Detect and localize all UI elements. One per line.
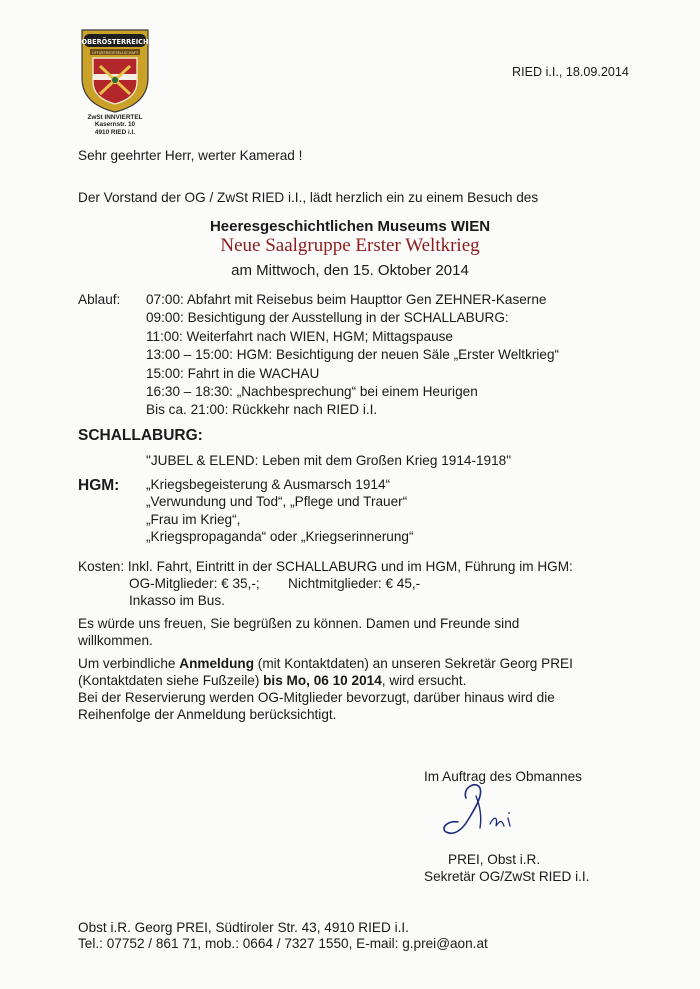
salutation: Sehr geehrter Herr, werter Kamerad ! <box>78 148 303 163</box>
logo-org-line: Kasernstr. 10 <box>94 121 136 129</box>
crest-emblem-icon <box>78 24 152 114</box>
hgm-topics-list <box>146 476 414 546</box>
costs-payment: Inkasso im Bus. <box>129 593 225 608</box>
hgm-topic: „Kriegsbegeisterung & Ausmarsch 1914“ <box>146 477 391 492</box>
logo-ribbon-text: OFFIZIERSGESELLSCHAFT <box>91 50 139 55</box>
signature-icon <box>436 776 546 846</box>
costs-members: OG-Mitglieder: € 35,-; <box>129 576 260 591</box>
organization-logo <box>78 24 152 136</box>
exhibit-heading: Neue Saalgruppe Erster Weltkrieg <box>220 235 480 256</box>
schedule-item: 11:00: Weiterfahrt nach WIEN, HGM; Mittagspause <box>146 328 453 344</box>
registration-line: Reihenfolge der Anmeldung berücksichtigt. <box>78 707 337 722</box>
schallaburg-title: SCHALLABURG: <box>78 427 203 444</box>
hgm-topic: „Kriegspropaganda“ oder „Kriegserinnerung“ <box>146 529 414 545</box>
registration-deadline: bis Mo, 06 10 2014 <box>263 673 382 688</box>
letter-date: RIED i.I., 18.09.2014 <box>512 65 629 79</box>
registration-line: (Kontaktdaten siehe Fußzeile) bis Mo, 06 10 2014, wird ersucht. <box>78 673 467 688</box>
schedule-item: 09:00: Besichtigung der Ausstellung in der SCHALLABURG: <box>146 310 509 326</box>
welcome-text: willkommen. <box>78 633 153 648</box>
logo-banner-text: OBERÖSTERREICH <box>81 38 149 46</box>
schallaburg-exhibition: "JUBEL & ELEND: Leben mit dem Großen Krieg 1914-1918" <box>146 453 512 468</box>
registration-keyword: Anmeldung <box>179 656 255 671</box>
intro-text: Der Vorstand der OG / ZwSt RIED i.I., lädt herzlich ein zu einem Besuch des <box>78 190 539 205</box>
hgm-title: HGM: <box>78 477 120 494</box>
registration-line: Bei der Reservierung werden OG-Mitglieder bevorzugt, darüber hinaus wird die <box>78 690 555 705</box>
footer-contact: Tel.: 07752 / 861 71, mob.: 0664 / 7327 1550, E-mail: g.prei@aon.at <box>78 936 488 951</box>
schedule-list <box>146 291 559 420</box>
costs-nonmembers: Nichtmitglieder: € 45,- <box>288 576 421 591</box>
logo-org-line: ZwSt INNVIERTEL <box>87 114 143 121</box>
handwritten-signature <box>436 776 546 851</box>
logo-organization-address <box>78 114 152 136</box>
on-behalf-line: Im Auftrag des Obmannes <box>424 769 582 784</box>
museum-heading: Heeresgeschichtlichen Museums WIEN <box>209 218 491 235</box>
signatory-role: Sekretär OG/ZwSt RIED i.I. <box>424 869 590 884</box>
schedule-item: Bis ca. 21:00: Rückkehr nach RIED i.I. <box>146 402 378 418</box>
schedule-item: 16:30 – 18:30: „Nachbesprechung“ bei einem Heurigen <box>146 383 478 399</box>
event-date-heading: am Mittwoch, den 15. Oktober 2014 <box>231 262 469 279</box>
logo-org-line: 4910 RIED i.I. <box>94 128 136 136</box>
schedule-item: 15:00: Fahrt in die WACHAU <box>146 365 320 381</box>
signatory-name: PREI, Obst i.R. <box>448 852 541 867</box>
schedule-item: 13:00 – 15:00: HGM: Besichtigung der neuen Säle „Erster Weltkrieg“ <box>146 347 560 363</box>
footer-address: Obst i.R. Georg PREI, Südtiroler Str. 43, 4910 RIED i.I. <box>78 920 409 935</box>
schedule-label: Ablauf: <box>78 292 121 307</box>
registration-line: Um verbindliche Anmeldung (mit Kontaktdaten) an unseren Sekretär Georg PREI <box>78 656 573 671</box>
schedule-item: 07:00: Abfahrt mit Reisebus beim Haupttor Gen ZEHNER-Kaserne <box>146 292 547 307</box>
hgm-topic: „Verwundung und Tod“, „Pflege und Trauer“ <box>146 494 408 510</box>
hgm-topic: „Frau im Krieg“, <box>146 511 241 527</box>
costs-description: Kosten: Inkl. Fahrt, Eintritt in der SCHALLABURG und im HGM, Führung im HGM: <box>78 559 573 574</box>
welcome-text: Es würde uns freuen, Sie begrüßen zu können. Damen und Freunde sind <box>78 616 520 631</box>
